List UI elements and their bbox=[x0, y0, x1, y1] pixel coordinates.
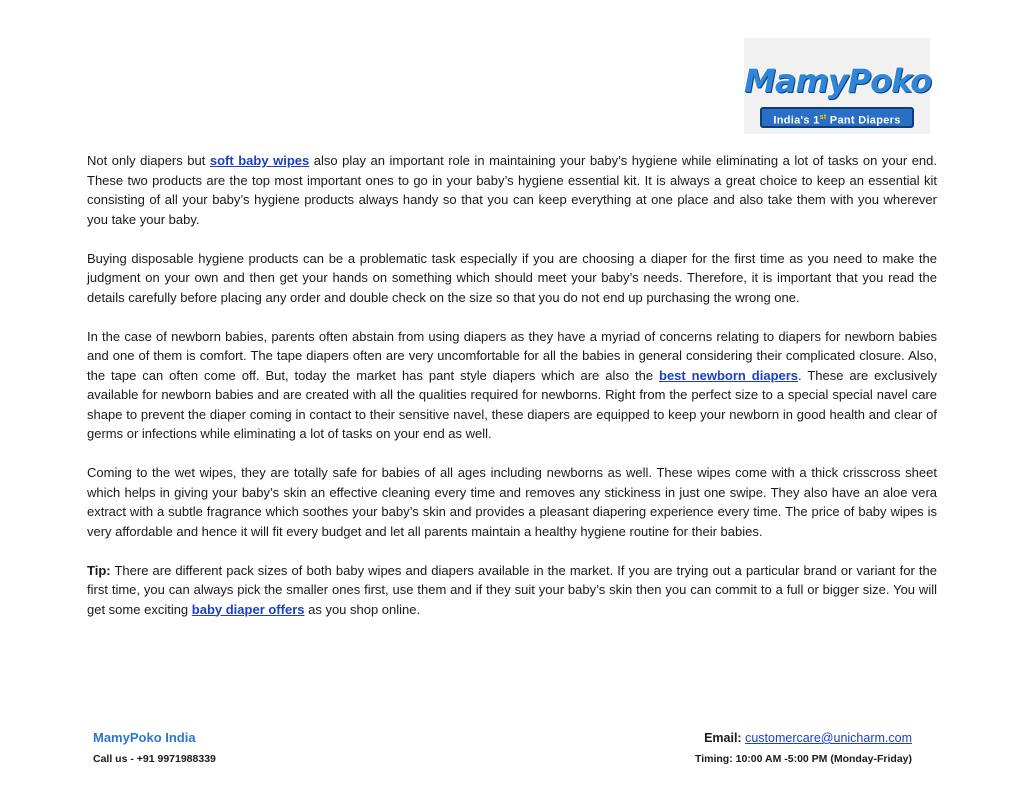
footer-phone: Call us - +91 9971988339 bbox=[93, 753, 216, 765]
best-newborn-diapers-link[interactable]: best newborn diapers bbox=[659, 367, 799, 383]
footer-email-line bbox=[640, 729, 912, 747]
email-label: Email: bbox=[704, 731, 742, 745]
mamypoko-logo bbox=[744, 38, 930, 134]
logo-tagline: India's 1st Pant Diapers bbox=[760, 107, 914, 128]
paragraph-1: Not only diapers but soft baby wipes also play an important role in maintaining your baby’s hygiene while eliminating a lot of tasks on your end. These two products are the top most important ones to go in your baby’s hygiene essential kit. It is always a great choice to keep an essential kit consisting of all your baby’s hygiene products always handy so that you can keep everything at one place and also take them with you wherever you take your baby. bbox=[87, 153, 937, 227]
footer-company-name: MamyPoko India bbox=[93, 730, 196, 745]
footer-contact-left bbox=[93, 729, 216, 767]
logo-brand-text: MamyPoko bbox=[744, 62, 932, 100]
footer-timing: Timing: 10:00 AM -5:00 PM (Monday-Friday) bbox=[694, 753, 912, 765]
footer-contact-right bbox=[640, 729, 912, 767]
paragraph-3: In the case of newborn babies, parents often abstain from using diapers as they have a myriad of concerns relating to diapers for newborn babies and one of them is comfort. The tape diapers often are very uncomfortable for all the babies in general considering their complicated closure. Also, the tape can often come off. But, today the market has pant style diapers which are also the best newborn diapers. These are exclusively available for newborn babies and are created with all the qualities required for newborns. Right from the perfect size to a special special navel care shape to prevent the diaper coming in contact to their sensitive navel, these diapers are equipped to keep your newborn in good health and clear of germs or infections while eliminating a lot of tasks on your end as well. bbox=[87, 328, 937, 441]
article-body bbox=[87, 151, 937, 639]
paragraph-5-tip: Tip: There are different pack sizes of both baby wipes and diapers available in the market. If you are trying out a particular brand or variant for the first time, you can always pick the smaller ones first, use them and if they suit your baby’s skin then you can commit to a full or bigger size. You will get some exciting baby diaper offers as you shop online. bbox=[87, 562, 937, 617]
paragraph-2: Buying disposable hygiene products can be a problematic task especially if you are choosing a diaper for the first time as you need to make the judgment on your own and then get your hands on something which should meet your baby’s needs. Therefore, it is important that you read the details carefully before placing any order and double check on the size so that you do not end up purchasing the wrong one. bbox=[87, 250, 937, 305]
email-link[interactable]: customercare@unicharm.com bbox=[745, 731, 912, 745]
tip-label: Tip: bbox=[87, 562, 111, 578]
baby-diaper-offers-link[interactable]: baby diaper offers bbox=[191, 601, 305, 617]
paragraph-4: Coming to the wet wipes, they are totally safe for babies of all ages including newborns as well. These wipes come with a thick crisscross sheet which helps in giving your baby’s skin an effective cleaning every time and removes any stickiness in just one swipe. They also have an aloe vera extract with a subtle fragrance which soothes your baby’s skin and provides a pleasant diapering experience every time. The price of baby wipes is very affordable and hence it will fit every budget and let all parents maintain a healthy hygiene routine for their babies. bbox=[87, 465, 937, 539]
soft-baby-wipes-link[interactable]: soft baby wipes bbox=[209, 153, 310, 168]
